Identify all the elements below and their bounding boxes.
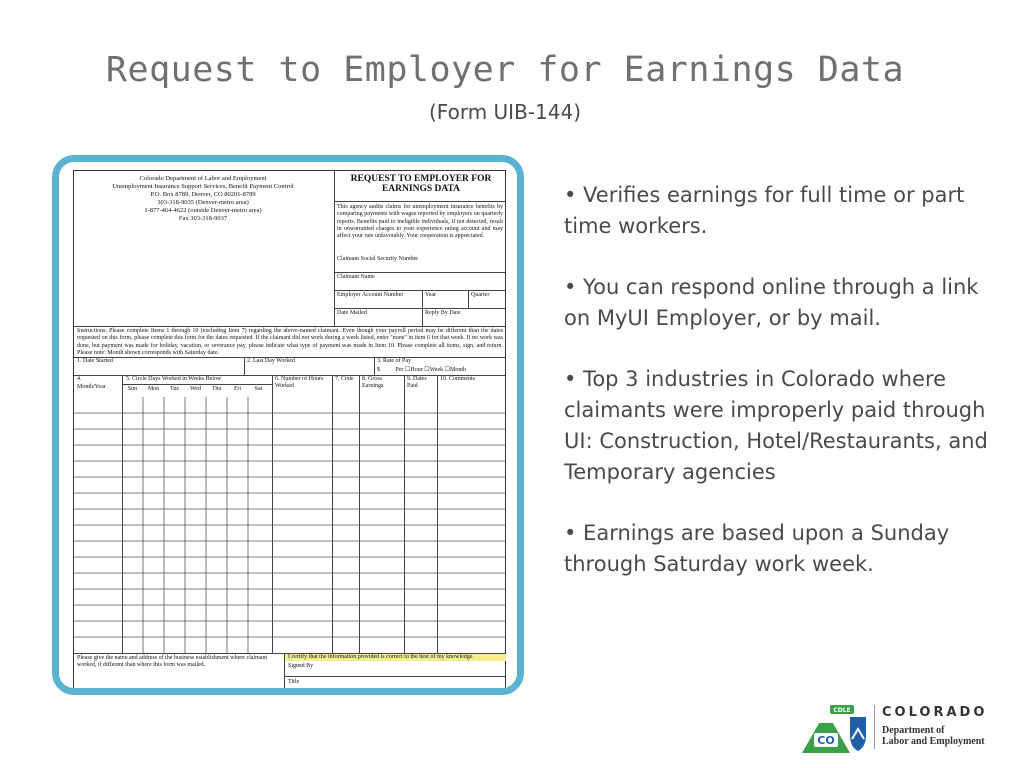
- reply-by-label: Reply By Date: [425, 310, 461, 316]
- logo-wordmark: COLORADO: [882, 705, 988, 720]
- rate-week: Week: [429, 367, 444, 373]
- item-last-day-worked: 2. Last Day Worked: [247, 358, 296, 364]
- logo-dept-line1: Department of: [882, 725, 945, 736]
- agency-line: P.O. Box 8789, Denver, CO 80201-8789: [150, 190, 256, 198]
- slide-title: Request to Employer for Earnings Data: [105, 50, 905, 90]
- day-fri: Fri: [233, 386, 241, 392]
- code-label: 7. Code: [335, 376, 354, 382]
- week-grid: [74, 397, 506, 653]
- bullet-list: [564, 180, 994, 610]
- item-4-label: 4.: [77, 376, 82, 382]
- quarter-label: Quarter: [471, 292, 490, 298]
- account-label: Employer Account Number: [337, 292, 404, 298]
- cdle-mountain-icon: [800, 703, 872, 755]
- claimant-name-label: Claimant Name: [337, 274, 375, 280]
- form-uib-144: [73, 170, 506, 689]
- comments-label: 10. Comments: [440, 376, 476, 382]
- audit-notice: This agency audits claims for unemployment insurance benefits by comparing payments with wages reported by employers on quarterly reports. Benefits paid to ineligible individuals, if not detected, result in unwarranted charges to your experience rating account and may affect your rate unfavorably. Your cooperation is appreciated.: [337, 204, 503, 240]
- gross-earnings-label: 8. Gross Earnings: [362, 376, 384, 390]
- slide-subtitle: (Form UIB-144): [429, 100, 581, 124]
- title-label: Title: [288, 679, 300, 685]
- business-address-prompt: Please give the name and address of the business establishment where claimant worked, if different than where this form was mailed.: [77, 655, 268, 669]
- form-heading-line2: EARNINGS DATA: [381, 184, 461, 195]
- signed-by-label: Signed By: [288, 663, 314, 669]
- agency-line: 1-877-464-4622 (outside Denver-metro area): [144, 206, 262, 214]
- date-mailed-label: Date Mailed: [337, 310, 367, 316]
- logo-divider: [874, 705, 875, 749]
- day-thu: Thu: [211, 386, 222, 392]
- week-checkbox[interactable]: ☐: [424, 367, 430, 373]
- rate-options: [377, 367, 505, 374]
- logo-letters: CO: [817, 734, 835, 747]
- bullet-item: • Verifies earnings for full time or part time workers.: [564, 183, 965, 238]
- agency-line: Colorado Department of Labor and Employment: [139, 175, 267, 182]
- bullet-item: • Top 3 industries in Colorado where claimants were improperly paid through UI: Construction, Hotel/Restaurants, and Temporary agencies: [564, 367, 988, 484]
- rate-dollar: $: [377, 367, 380, 373]
- circle-days-label: 5. Circle Days Worked in Weeks Below: [126, 376, 222, 382]
- month-year-label: Month/Year: [77, 384, 106, 390]
- instructions: Instructions: Please complete Items 1 through 10 (excluding Item 7) regarding the above-named claimant. Even though your payroll period may be different than the dates requested on this form, please complete this form for the dates requested. If the claimant did not work during a week listed, enter "none" in item 6 for that week. If no work was done, but payment was made for holiday, vacation, or severance pay, please indicate what type of payment was made in Item 10. Please complete all items, sign, and return. Please note: Month shown corresponds with Saturday date.: [77, 328, 503, 356]
- day-wed: Wed: [190, 386, 201, 392]
- bullet-item: • You can respond online through a link on MyUI Employer, or by mail.: [564, 275, 979, 330]
- cdle-logo: [800, 703, 1000, 755]
- dates-paid-label: 9. Dates Paid: [407, 376, 427, 390]
- hours-worked-label: 6. Number of Hours Worked: [275, 376, 324, 390]
- month-checkbox[interactable]: ☐: [444, 367, 451, 373]
- day-tue: Tue: [169, 386, 180, 392]
- day-header-row: [122, 386, 272, 393]
- form-heading-line1: REQUEST TO EMPLOYER FOR: [350, 174, 492, 184]
- year-label: Year: [425, 292, 437, 298]
- agency-address: [78, 175, 328, 223]
- form-image-frame: [52, 155, 524, 695]
- logo-dept-line2: Labor and Employment: [882, 736, 985, 747]
- rate-hour: Hour: [410, 367, 423, 373]
- rate-per: Per: [395, 367, 404, 373]
- logo-department: [882, 725, 985, 747]
- rate-month: Month: [450, 367, 467, 373]
- certification-statement: I certify that the information provided is correct to the best of my knowledge.: [285, 654, 506, 661]
- item-rate-of-pay: 3. Rate of Pay: [377, 358, 411, 364]
- ssn-label: Claimant Social Security Number: [337, 256, 419, 262]
- agency-line: Unemployment Insurance Support Services, Benefit Payment Control: [112, 182, 294, 190]
- agency-line: Fax 303-318-9037: [178, 214, 228, 222]
- day-sat: Sat: [254, 386, 263, 392]
- agency-line: 303-318-9035 (Denver-metro area): [157, 198, 249, 206]
- bullet-item: • Earnings are based upon a Sunday through Saturday work week.: [564, 521, 950, 576]
- day-sun: Sun: [127, 386, 138, 392]
- item-date-started: 1. Date Started: [77, 358, 113, 364]
- form-heading: [336, 174, 506, 195]
- logo-badge: CDLE: [833, 707, 851, 714]
- hour-checkbox[interactable]: ☐: [405, 367, 411, 373]
- day-mon: Mon: [147, 386, 160, 392]
